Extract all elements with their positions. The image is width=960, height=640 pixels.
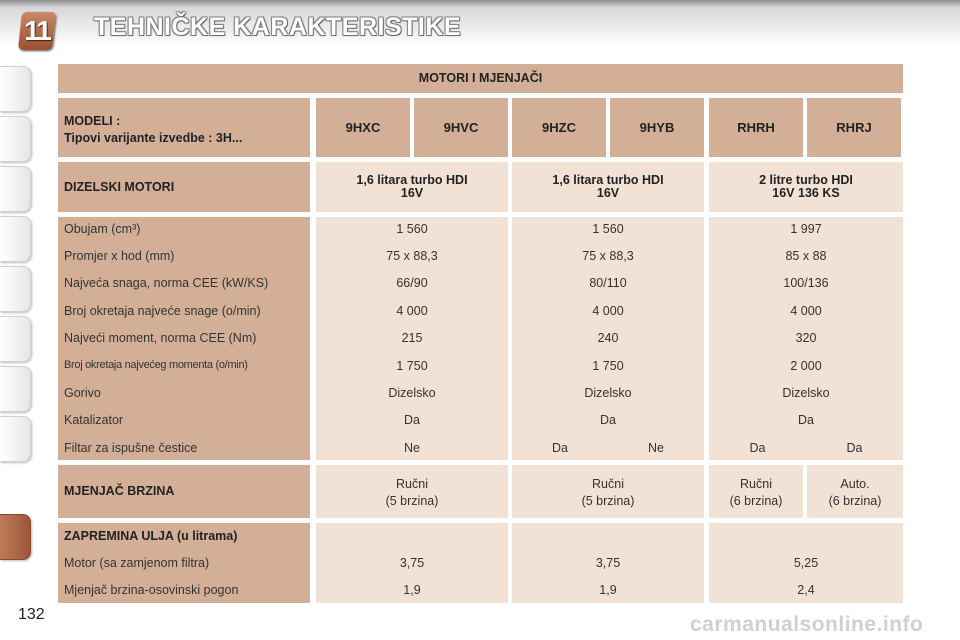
gearbox-cell: [807, 465, 903, 518]
side-tab[interactable]: [0, 266, 31, 312]
spec-value: 320: [795, 331, 817, 345]
specs-column: [316, 217, 508, 460]
spec-value: 1 560: [592, 222, 624, 236]
spec-value: 75 x 88,3: [582, 249, 634, 263]
spec-label: Broj okretaja najvećeg momenta (o/min): [64, 359, 248, 371]
engine-name: 2 litre turbo HDI: [759, 173, 853, 187]
spec-value: 1 560: [396, 222, 428, 236]
oil-value: 2,4: [797, 583, 815, 597]
side-tab[interactable]: [0, 316, 31, 362]
spec-label: Promjer x hod (mm): [64, 249, 175, 263]
gearbox-speeds: (6 brzina): [729, 494, 783, 508]
spec-value: 4 000: [790, 304, 822, 318]
gearbox-cell: [512, 465, 704, 518]
model-label: MODELI :: [64, 114, 121, 128]
watermark: carmanualsonline.info: [690, 613, 924, 636]
spec-value: 2 000: [790, 359, 822, 373]
spec-value: 1 750: [592, 359, 624, 373]
engine-valves: 16V: [400, 186, 424, 200]
oil-value: 1,9: [599, 583, 617, 597]
spec-value: 4 000: [592, 304, 624, 318]
oil-column: [512, 523, 704, 603]
spec-value: Dizelsko: [388, 386, 436, 400]
gearbox-speeds: (6 brzina): [828, 494, 882, 508]
side-tab[interactable]: [0, 366, 31, 412]
variant-code: 9HXC: [316, 98, 410, 157]
page-number: 132: [18, 606, 45, 623]
spec-label: Najveća snaga, norma CEE (kW/KS): [64, 276, 269, 290]
specs-column: [709, 217, 903, 460]
gearbox-cell: [709, 465, 803, 518]
gearbox-speeds: (5 brzina): [581, 494, 635, 508]
side-tab[interactable]: [0, 216, 31, 262]
oil-value: 1,9: [403, 583, 421, 597]
gearbox-type: Auto.: [840, 477, 870, 491]
spec-value: Da: [552, 441, 568, 455]
side-tab-active[interactable]: [0, 514, 31, 560]
spec-value: 85 x 88: [785, 249, 827, 263]
spec-value: 75 x 88,3: [386, 249, 438, 263]
chapter-number: 11: [24, 15, 50, 46]
specs-label-column: [58, 217, 310, 460]
spec-value: 1 750: [396, 359, 428, 373]
oil-row-label: Motor (sa zamjenom filtra): [64, 556, 210, 570]
spec-value: 240: [597, 331, 619, 345]
engine-name: 1,6 litara turbo HDI: [356, 173, 468, 187]
gearbox-speeds: (5 brzina): [385, 494, 439, 508]
spec-value: 4 000: [396, 304, 428, 318]
variant-code: RHRH: [709, 98, 803, 157]
spec-value: Dizelsko: [782, 386, 830, 400]
spec-value: 215: [401, 331, 423, 345]
gearbox-type: Ručni: [740, 477, 772, 491]
engine-cell: [709, 162, 903, 212]
engine-valves: 16V 136 KS: [772, 186, 840, 200]
side-tab[interactable]: [0, 416, 31, 462]
spec-label: Najveći moment, norma CEE (Nm): [64, 331, 257, 345]
table-header: MOTORI I MJENJAČI: [58, 64, 903, 93]
side-tab[interactable]: [0, 116, 31, 162]
spec-value: 100/136: [783, 276, 829, 290]
spec-label: Obujam (cm³): [64, 222, 141, 236]
spec-value: Da: [749, 441, 766, 455]
engine-cell: [512, 162, 704, 212]
spec-value: Dizelsko: [584, 386, 632, 400]
spec-value: 1 997: [790, 222, 822, 236]
side-tab-strip: [0, 66, 34, 576]
variant-label: Tipovi varijante izvedbe : 3H...: [64, 131, 243, 145]
specs-column: [512, 217, 704, 460]
spec-label: Gorivo: [64, 386, 101, 400]
spec-value: 66/90: [396, 276, 428, 290]
side-tab[interactable]: [0, 166, 31, 212]
spec-value: Da: [600, 413, 616, 427]
variant-code: 9HZC: [512, 98, 606, 157]
spec-value: 80/110: [589, 276, 627, 290]
page-title: TEHNIČKE KARAKTERISTIKE: [94, 13, 462, 41]
variant-code: RHRJ: [807, 98, 901, 157]
spec-value: Da: [846, 441, 863, 455]
spec-value: Da: [798, 413, 814, 427]
spec-label: Filtar za ispušne čestice: [64, 441, 198, 455]
engine-cell: [316, 162, 508, 212]
oil-column: [709, 523, 903, 603]
gearbox-label: MJENJAČ BRZINA: [58, 465, 310, 518]
spec-label: Broj okretaja najveće snage (o/min): [64, 304, 261, 318]
gearbox-type: Ručni: [396, 477, 428, 491]
gearbox-type: Ručni: [592, 477, 624, 491]
gearbox-cell: [316, 465, 508, 518]
oil-value: 3,75: [399, 556, 425, 570]
engine-valves: 16V: [596, 186, 620, 200]
spec-value: Da: [404, 413, 420, 427]
variant-code: 9HYB: [610, 98, 704, 157]
oil-title: ZAPREMINA ULJA (u litrama): [64, 529, 238, 543]
oil-row-label: Mjenjač brzina-osovinski pogon: [64, 583, 239, 597]
side-tab[interactable]: [0, 66, 31, 112]
variant-code: 9HVC: [414, 98, 508, 157]
oil-label-column: [58, 523, 310, 603]
model-label-cell: [58, 98, 310, 157]
engine-name: 1,6 litara turbo HDI: [552, 173, 664, 187]
engines-label: DIZELSKI MOTORI: [58, 162, 310, 212]
spec-label: Katalizator: [64, 413, 124, 427]
oil-column: [316, 523, 508, 603]
spec-value: Ne: [404, 441, 420, 455]
oil-value: 5,25: [793, 556, 819, 570]
oil-value: 3,75: [595, 556, 621, 570]
spec-value: Ne: [648, 441, 664, 455]
